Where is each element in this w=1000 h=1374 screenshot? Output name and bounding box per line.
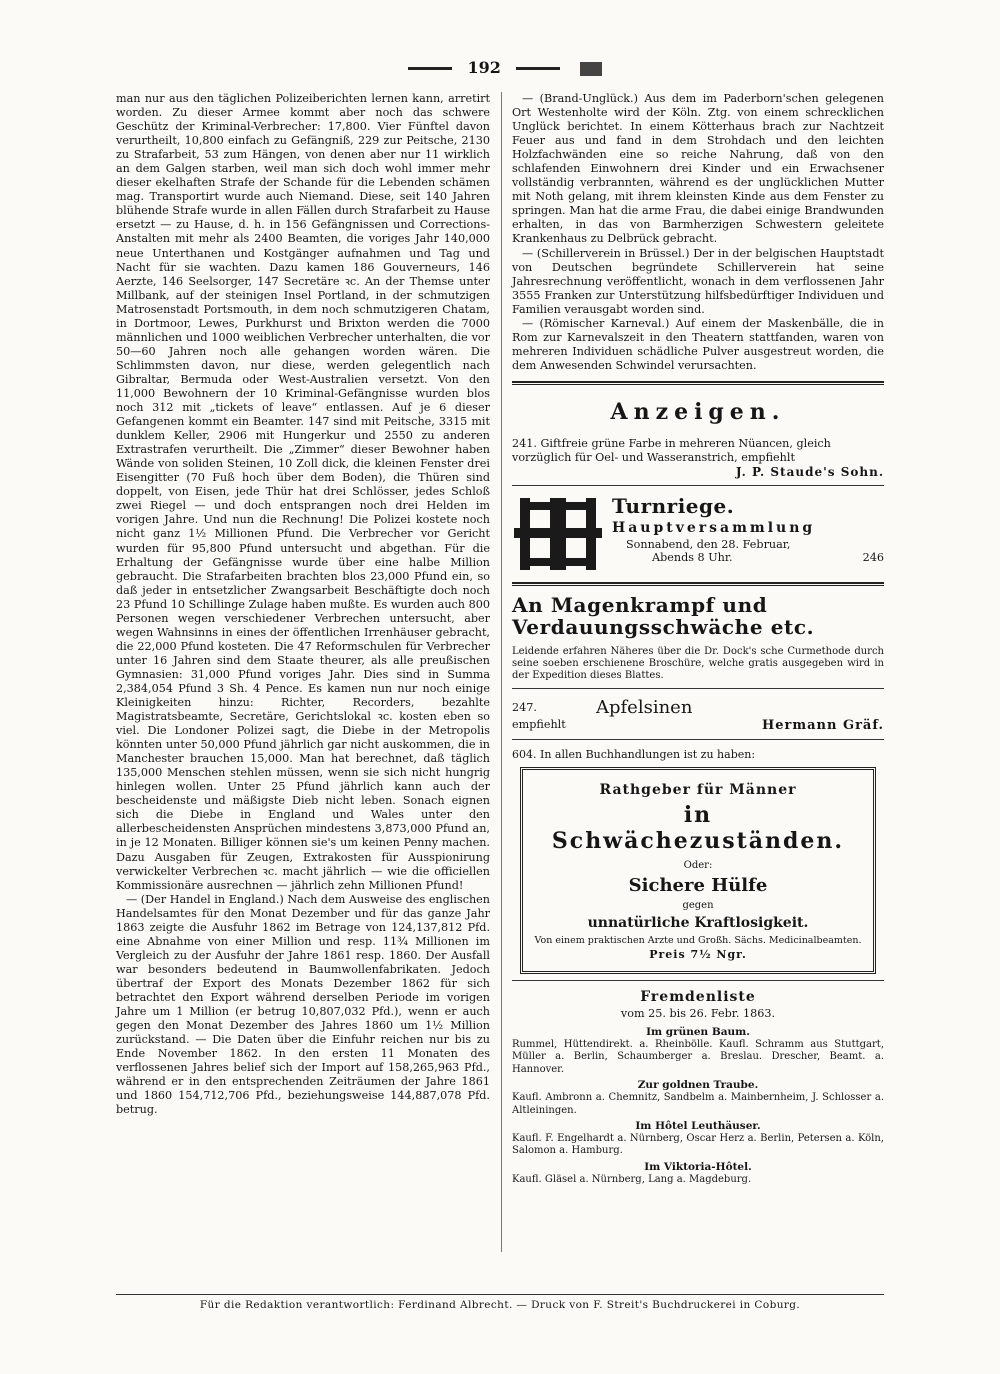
hotel-name: Im grünen Baum.: [646, 1025, 750, 1038]
book-price: Preis 7½ Ngr.: [649, 947, 747, 961]
ad-241-text: 241. Giftfreie grüne Farbe in mehreren Nüancen, gleich vorzüglich für Oel- und Wasseranstrich, empfiehlt: [512, 436, 831, 464]
turnerkreuz-logo-icon: [512, 494, 604, 574]
ornament-icon: [580, 62, 602, 76]
ad-divider-2: [512, 688, 884, 689]
ad-turnriege: [512, 494, 884, 574]
book-title-line1: Rathgeber für Männer: [599, 781, 797, 798]
ad-divider: [512, 485, 884, 486]
fremdenliste-date: vom 25. bis 26. Febr. 1863.: [620, 1006, 776, 1020]
section-rule: [512, 381, 884, 385]
hotel-guests: Kaufl. Ambronn a. Chemnitz, Sandbelm a. Mainbernheim, J. Schlosser a. Altleiningen.: [512, 1092, 884, 1116]
fremdenliste-title: Fremdenliste: [640, 988, 756, 1005]
turnriege-title: Turnriege.: [612, 493, 735, 518]
page-header: [0, 58, 1000, 77]
page-number: 192: [467, 58, 501, 77]
ad-number-246: 246: [862, 550, 884, 564]
book-ad-box: [520, 767, 876, 974]
ad-divider-3: [512, 739, 884, 740]
ad-247-number: 247.: [512, 700, 537, 714]
right-column: [512, 92, 884, 1186]
ad-241: [512, 437, 884, 479]
imprint-footer: Für die Redaktion verantwortlich: Ferdinand Albrecht. — Druck von F. Streit's Buchdruckerei in Coburg.: [199, 1299, 801, 1311]
book-subtitle-2: unnatürliche Kraftlosigkeit.: [587, 914, 809, 931]
ad-247: [512, 697, 884, 718]
ad-divider-thick: [512, 582, 884, 586]
book-author: Von einem praktischen Arzte und Großh. Sächs. Medicinalbeamten.: [534, 934, 862, 946]
left-column: [116, 92, 490, 1117]
turnriege-time: Abends 8 Uhr.: [652, 550, 733, 564]
ad-247-verb: empfiehlt: [512, 717, 566, 731]
magenkrampf-text: Leidende erfahren Näheres über die Dr. Dock's sche Curmethode durch seine soeben erschienene Broschüre, welche gratis ausgegeben wird in der Expedition dieses Blattes.: [512, 645, 884, 681]
hotel-name: Zur goldnen Traube.: [637, 1079, 759, 1092]
turnriege-time-row: [652, 551, 884, 564]
book-gegen: gegen: [682, 899, 714, 911]
header-rule-right: [516, 67, 560, 70]
ad-divider-4: [512, 980, 884, 981]
column-divider: [501, 92, 502, 1252]
hotel-name: Im Viktoria-Hôtel.: [644, 1160, 752, 1173]
header-rule-left: [408, 67, 452, 70]
book-title-line2: in Schwächezuständen.: [551, 801, 845, 854]
article-handel-england: — (Der Handel in England.) Nach dem Ausweise des englischen Handelsamtes für den Monat Dezember und für das ganze Jahr 1863 zeigte die Ausfuhr 1862 im Betrage von 124,137,812 Pfd. eine Abnahme von einer Million und resp. 11¾ Millionen im Vergleich zu der Ausfuhr der Jahre 1861 resp. 1860. Der Ausfall war besonders bedeutend in Baumwollenfabrikaten. Jedoch übertraf der Export des Monats Dezember 1862 für sich betrachtet den Export während derselben Periode im vorigen Jahre um 1 Million (er betrug 10,807,032 Pfd.), wenn er auch gegen den Monat Dezember des Jahres 1860 um 1½ Million zurückstand. — Die Daten über die Einfuhr reichen nur bis zu Ende November 1862. In den ersten 11 Monaten des verflossenen Jahres belief sich der Import auf 158,265,963 Pfd., während er in den entsprechenden Zeiträumen der Jahre 1861 und 1860 154,712,706 Pfd., beziehungsweise 144,887,078 Pfd. betrug.: [116, 892, 490, 1117]
ad-247-item: Apfelsinen: [596, 696, 693, 718]
ad-604-intro: 604. In allen Buchhandlungen ist zu haben:: [512, 747, 756, 761]
turnriege-subtitle: Hauptversammlung: [612, 519, 816, 536]
anzeigen-heading: Anzeigen.: [610, 398, 786, 425]
turnriege-body: [604, 494, 884, 574]
book-subtitle: Sichere Hülfe: [628, 874, 768, 896]
turnriege-date: Sonnabend, den 28. Februar,: [626, 537, 791, 551]
hotel-guests: Rummel, Hüttendirekt. a. Rheinbölle. Kaufl. Schramm aus Stuttgart, Müller a. Berlin, Schaumberger a. Breslau. Drescher, Beamt. a. Hannover.: [512, 1038, 884, 1075]
magenkrampf-title: An Magenkrampf und Verdauungsschwäche etc.: [512, 592, 815, 639]
hotel-guests: Kaufl. Gläsel a. Nürnberg, Lang a. Magdeburg.: [512, 1173, 752, 1185]
article-crime-statistics: man nur aus den täglichen Polizeiberichten lernen kann, arretirt worden. Zu dieser Armee kommt aber noch das schwere Geschütz der Kriminal-Verbrecher: 17,800. Vier Fünftel davon verurtheilt, 10,800 einfach zu Gefängniß, 229 zur Peitsche, 2130 zu Strafarbeit, 53 zum Hängen, von denen aber nur 11 wirklich an dem Galgen starben, weil man sich doch wohl immer mehr dieser ekelhaften Strafe der Schande für die Lebenden schämen mag. Transportirt wurde auch Niemand. Diese, seit 140 Jahren blühende Strafe wurde in allen Fällen durch Strafarbeit zu Hause ersetzt — zu Hause, d. h. in 156 Gefängnissen und Corrections-Anstalten mit mehr als 2400 Beamten, die voriges Jahr 140,000 neue Unterthanen und Kostgänger aufnahmen und Tag und Nacht für sie wachten. Dazu kamen 186 Gouverneurs, 146 Aerzte, 146 Seelsorger, 147 Secretäre ꝛc. An der Themse unter Millbank, auf der steinigen Insel Portland, in der schmutzigen Matrosenstadt Portsmouth, in dem noch schmutzigeren Chatam, in Dortmoor, Lewes, Purkhurst und Brixton werden die 7000 männlichen und 1000 weiblichen Verbrecher unterhalten, die vor 50—60 Jahren noch alle gehangen worden wären. Die Schlimmsten davon, nur diese, werden gelegentlich nach Gibraltar, Bermuda oder West-Australien versetzt. Von den 11,000 Bewohnern der 10 Kriminal-Gefängnisse wurden blos noch 312 mit „tickets of leave“ entlassen. Auf je 6 dieser Gefangenen kommt ein Beamter. 147 sind mit Peitsche, 3315 mit dunklem Keller, 2906 mit Hungerkur und 2550 zu anderen Extrastrafen verurtheilt. Die „Zimmer“ dieser Bewohner haben Wände von soliden Steinen, 10 Zoll dick, die kleinen Fenster drei Eisengitter (70 Fuß hoch über dem Boden), die Thüren sind doppelt, von Eisen, jede Thür hat drei Schlösser, jedes Schloß zwei Riegel — und doch entsprangen noch drei Helden im vorigen Jahre. Und nun die Rechnung! Die Polizei kostete noch nicht ganz 1½ Millionen Pfund. Die Verbrecher vor Gericht wurden für 95,800 Pfund untersucht und abgethan. Für die Erhaltung der Gefängnisse wurde über eine halbe Million gebraucht. Die Strafarbeiten brachten blos 23,000 Pfund ein, so daß jeder in entsetzlicher Zwangsarbeit Beschäftigte doch noch 23 Pfund 10 Schillinge Zulage haben mußte. Es wurden auch 800 Personen wegen verschiedener Verbrechen untersucht, aber wegen Wahnsinns in eines der öffentlichen Irrenhäuser gebracht, die 22,000 Pfund kosteten. Die 47 Reformschulen für Verbrecher unter 16 Jahren sind dem Staate theurer, als alle preußischen Gymnasien: 31,000 Pfund voriges Jahr. Dies sind in Summa 2,384,054 Pfund 3 Sh. 4 Pence. Es kamen nun nur noch einige Kleinigkeiten hinzu: Richter, Recorders, bezahlte Magistratsbeamte, Secretäre, Gerichtslokal ꝛc. kosten eben so viel. Die Londoner Polizei sagt, die Diebe in der Metropolis könnten unter 50,000 Pfund jährlich gar nicht auskommen, die in Manchester brauchen 15,000. Man hat berechnet, daß täglich 135,000 Menschen stehlen müssen, wenn sie sich nicht hungrig hinlegen wollen. Unter 25 Pfund jährlich kann auch der bescheidenste und mäßigste Dieb nicht leben. Sonach eignen sich die Diebe in England und Wales unter den allerbescheidensten Ansprüchen mindestens 3,873,000 Pfund an, in je 12 Monaten. Billiger können sie's um keinen Penny machen. Dazu Ausgaben für Zeugen, Extrakosten für Ausspionirung verwickelter Verbrechen ꝛc. macht jährlich — wie die officiellen Kommissionäre ausrechnen — jährlich zehn Millionen Pfund!: [116, 92, 490, 892]
article-brand-unglueck: — (Brand-Unglück.) Aus dem im Paderborn'schen gelegenen Ort Westenholte wird der Köln. Ztg. von einem schrecklichen Unglück berichtet. In einem Kötterhaus brach zur Nachtzeit Feuer aus und fand in dem Strohdach und den leichten Holzfachwänden eine so reiche Nahrung, daß von den schlafenden Einwohnern drei Kinder und ein Erwachsener vollständig verbrannten, während es der unglücklichen Mutter mit Noth gelang, mit ihrem kleinsten Kinde aus dem Fenster zu springen. Man hat die arme Frau, die dabei einige Brandwunden erhalten, in das von Barmherzigen Schwestern geleitete Krankenhaus zu Delbrück gebracht.: [512, 92, 884, 246]
hotel-guests: Kaufl. F. Engelhardt a. Nürnberg, Oscar Herz a. Berlin, Petersen a. Köln, Salomon a. Hamburg.: [512, 1132, 884, 1157]
footer-rule: [116, 1294, 884, 1295]
ad-247-name: Hermann Gräf.: [761, 717, 884, 733]
article-schillerverein: — (Schillerverein in Brüssel.) Der in der belgischen Hauptstadt von Deutschen begründete Schillerverein hat seine Jahresrechnung veröffentlicht, wonach in dem verflossenen Jahr 3555 Franken zur Unterstützung hilfsbedürftiger Individuen und Familien verausgabt worden sind.: [512, 246, 884, 316]
ad-247-footer: [512, 718, 884, 733]
hotel-name: Im Hôtel Leuthäuser.: [635, 1119, 761, 1132]
ad-241-signature: J. P. Staude's Sohn.: [735, 464, 884, 479]
book-oder: Oder:: [683, 859, 713, 871]
article-karneval: — (Römischer Karneval.) Auf einem der Maskenbälle, die in Rom zur Karnevalszeit in den Theatern stattfanden, waren von mehreren Individuen schädliche Pulver ausgestreut worden, die dem Anwesenden Schwindel verursachten.: [512, 316, 884, 372]
